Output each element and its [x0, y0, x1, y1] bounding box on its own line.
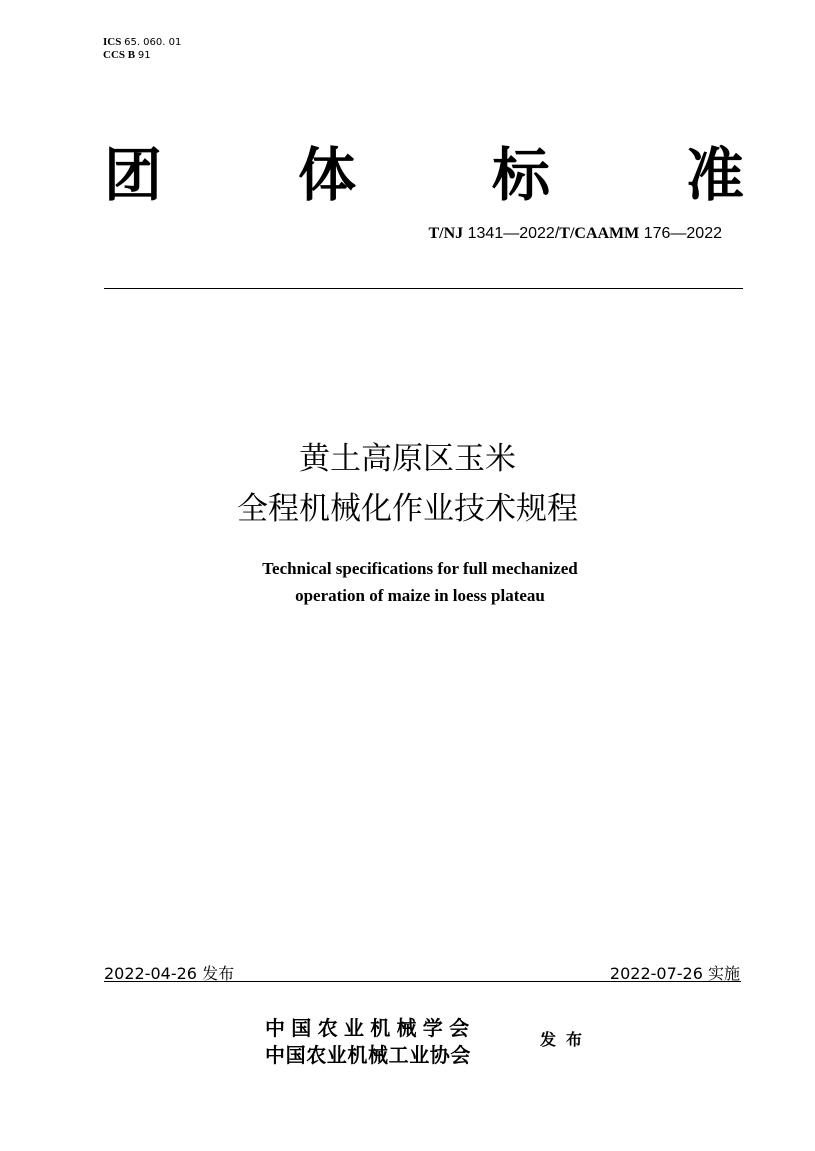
- en-title-line-2: operation of maize in loess plateau: [295, 586, 545, 605]
- ics-label: ICS: [103, 36, 122, 48]
- cn-title-line-2: 全程机械化作业技术规程: [237, 491, 578, 527]
- date-divider: [104, 981, 741, 982]
- standard-prefix-1: T/NJ: [428, 225, 464, 242]
- banner-char-2: 体: [297, 141, 356, 209]
- ics-value: 65. 060. 01: [124, 37, 182, 48]
- banner-char-4: 准: [685, 141, 744, 209]
- standard-num-1: 1341—2022/: [467, 225, 560, 242]
- implementation-date: 2022-07-26 实施: [609, 964, 740, 983]
- header-divider: [104, 288, 743, 289]
- issuer-org-2: 中国农业机械工业协会: [265, 1043, 471, 1067]
- standard-number: [429, 225, 723, 243]
- issue-date: 2022-04-26 发布: [104, 964, 235, 983]
- standard-num-2: 176—2022: [643, 225, 722, 242]
- ics-line: [103, 36, 181, 49]
- issuer-org-1: 中国农业机械学会: [265, 1016, 476, 1040]
- ccs-label: CCS B: [103, 49, 136, 61]
- standard-type-banner: [104, 130, 744, 210]
- banner-char-1: 团: [104, 141, 163, 209]
- cn-title-line-1: 黄土高原区玉米: [299, 441, 516, 477]
- ccs-value: 91: [137, 50, 151, 61]
- publish-label: 发布: [540, 1030, 593, 1049]
- classification-codes: [103, 36, 181, 62]
- banner-char-3: 标: [491, 141, 550, 209]
- ccs-line: [103, 49, 181, 62]
- standard-prefix-2: T/CAAMM: [559, 225, 640, 242]
- en-title-line-1: Technical specifications for full mechanized: [262, 559, 578, 578]
